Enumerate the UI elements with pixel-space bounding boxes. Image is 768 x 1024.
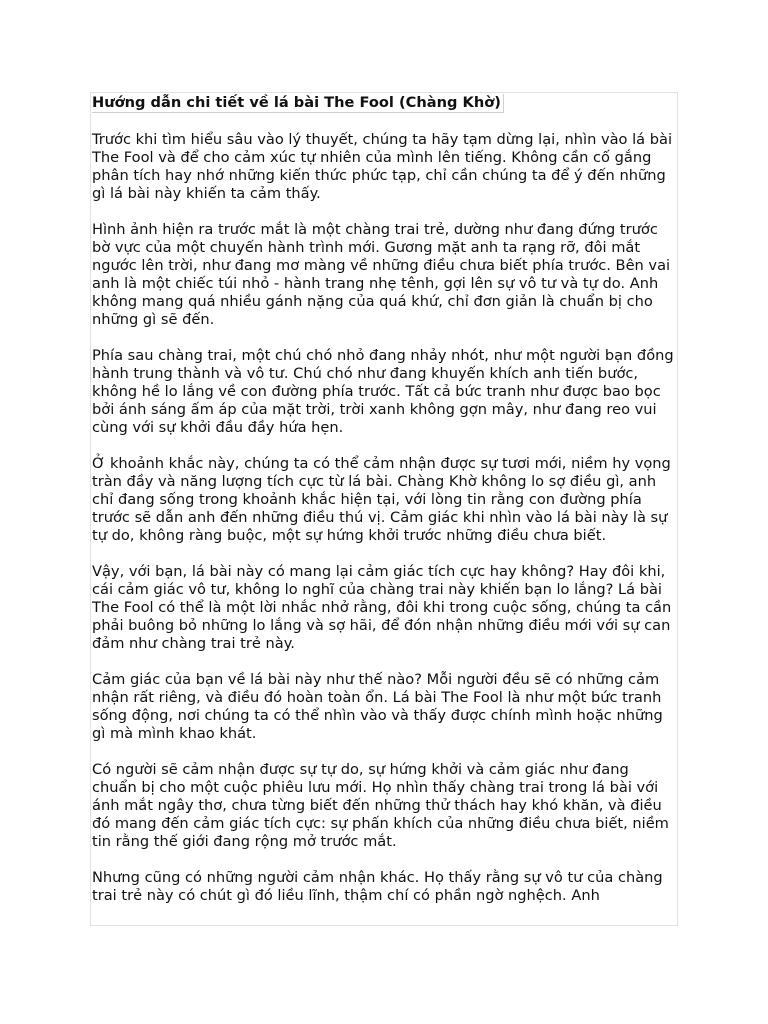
document-title: Hướng dẫn chi tiết về lá bài The Fool (Chàng Khờ) [92,94,504,113]
paragraph-4: Ở khoảnh khắc này, chúng ta có thể cảm nhận được sự tươi mới, niềm hy vọng tràn đầy và năng lượng tích cực từ lá bài. Chàng Khờ không lo sợ điều gì, anh chỉ đang sống trong khoảnh khắc hiện tại, với lòng tin rằng con đường phía trước sẽ dẫn anh đến những điều thú vị. Cảm giác khi nhìn vào lá bài này là sự tự do, không ràng buộc, một sự hứng khởi trước những điều chưa biết. [92,455,671,544]
paragraph-3: Phía sau chàng trai, một chú chó nhỏ đang nhảy nhót, như một người bạn đồng hành trung thành và vô tư. Chú chó như đang khuyến khích anh tiến bước, không hề lo lắng về con đường phía trước. Tất cả bức tranh như được bao bọc bởi ánh sáng ấm áp của mặt trời, trời xanh không gợn mây, như đang reo vui cùng với sự khởi đầu đầy hứa hẹn. [92,347,674,436]
document-page [90,92,678,926]
paragraph-8: Nhưng cũng có những người cảm nhận khác. Họ thấy rằng sự vô tư của chàng trai trẻ này có chút gì đó liều lĩnh, thậm chí có phần ngờ nghệch. Anh [92,869,663,904]
paragraph-5: Vậy, với bạn, lá bài này có mang lại cảm giác tích cực hay không? Hay đôi khi, cái cảm giác vô tư, không lo nghĩ của chàng trai này khiến bạn lo lắng? Lá bài The Fool có thể là một lời nhắc nhở rằng, đôi khi trong cuộc sống, chúng ta cần phải buông bỏ những lo lắng và sợ hãi, để đón nhận những điều mới với sự can đảm như chàng trai trẻ này. [92,563,672,652]
paragraph-2: Hình ảnh hiện ra trước mắt là một chàng trai trẻ, dường như đang đứng trước bờ vực của một chuyến hành trình mới. Gương mặt anh ta rạng rỡ, đôi mắt ngước lên trời, như đang mơ màng về những điều chưa biết phía trước. Bên vai anh là một chiếc túi nhỏ - hành trang nhẹ tênh, gợi lên sự vô tư và tự do. Anh không mang quá nhiều gánh nặng của quá khứ, chỉ đơn giản là chuẩn bị cho những gì sẽ đến. [92,221,671,328]
paragraph-7: Có người sẽ cảm nhận được sự tự do, sự hứng khởi và cảm giác như đang chuẩn bị cho một cuộc phiêu lưu mới. Họ nhìn thấy chàng trai trong lá bài với ánh mắt ngây thơ, chưa từng biết đến những thử thách hay khó khăn, và điều đó mang đến cảm giác tích cực: sự phấn khích của những điều chưa biết, niềm tin rằng thế giới đang rộng mở trước mắt. [92,761,669,850]
paragraph-1: Trước khi tìm hiểu sâu vào lý thuyết, chúng ta hãy tạm dừng lại, nhìn vào lá bài The Fool và để cho cảm xúc tự nhiên của mình lên tiếng. Không cần cố gắng phân tích hay nhớ những kiến thức phức tạp, chỉ cần chúng ta để ý đến những gì lá bài này khiến ta cảm thấy. [92,131,673,202]
paragraph-6: Cảm giác của bạn về lá bài này như thế nào? Mỗi người đều sẽ có những cảm nhận rất riêng, và điều đó hoàn toàn ổn. Lá bài The Fool là như một bức tranh sống động, nơi chúng ta có thể nhìn vào và thấy được chính mình hoặc những gì mà mình khao khát. [92,671,663,742]
